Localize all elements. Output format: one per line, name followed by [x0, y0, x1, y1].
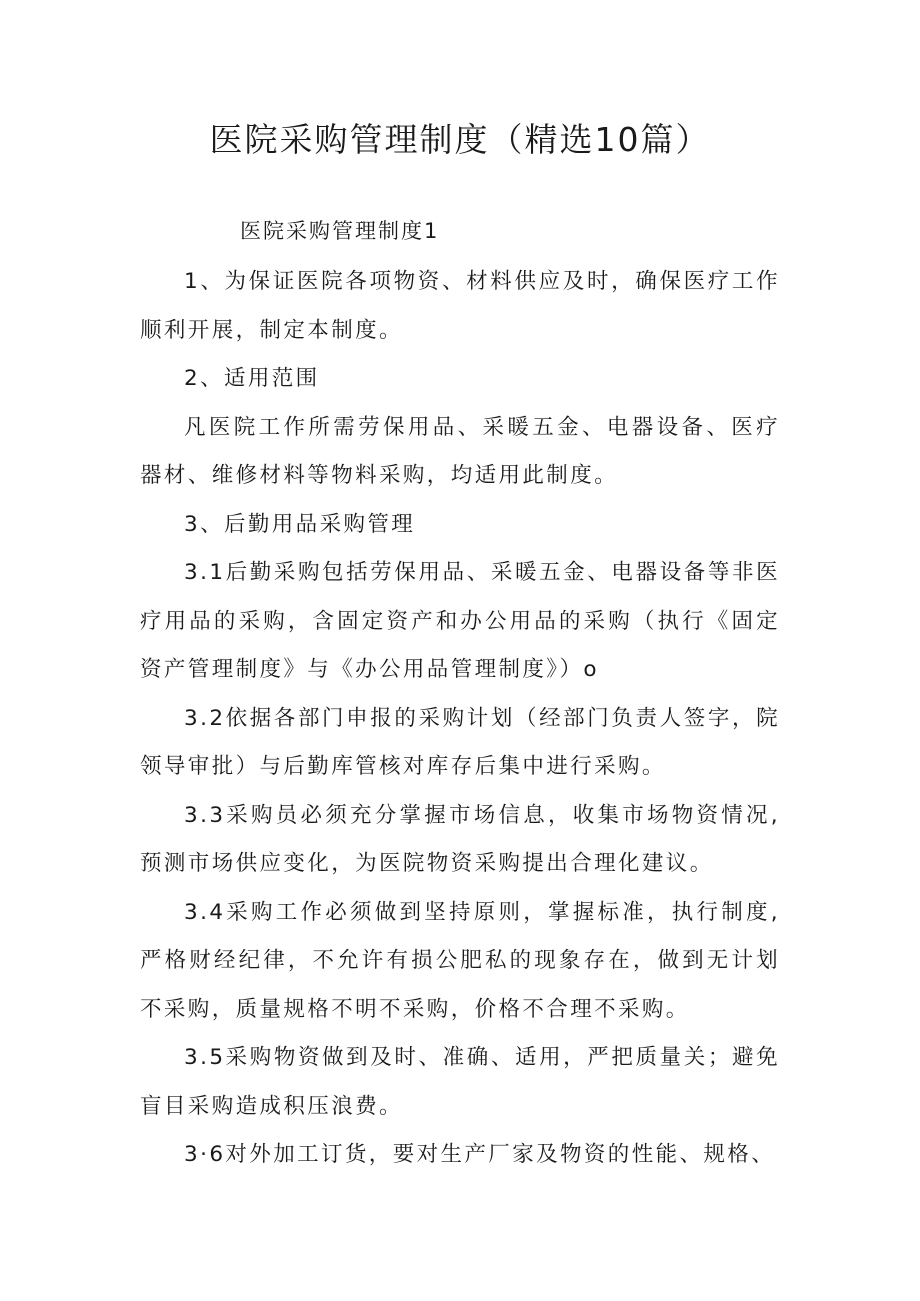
paragraph: 3.3采购员必须充分掌握市场信息，收集市场物资情况,预测市场供应变化，为医院物资采购提出合理化建议。 — [140, 802, 780, 876]
paragraph: 3·6对外加工订货，要对生产厂家及物资的性能、规格、 — [184, 1142, 776, 1167]
section-heading: 医院采购管理制度1 — [240, 219, 440, 243]
paragraph: 2、适用范围 — [184, 366, 320, 391]
document-title: 医院采购管理制度（精选10篇） — [209, 120, 711, 159]
paragraph: 1、为保证医院各项物资、材料供应及时，确保医疗工作顺利开展，制定本制度。 — [140, 269, 780, 343]
paragraph: 3.2依据各部门申报的采购计划（经部门负责人签字，院领导审批）与后勤库管核对库存后集中进行采购。 — [140, 705, 780, 779]
paragraph: 凡医院工作所需劳保用品、采暖五金、电器设备、医疗器材、维修材料等物料采购，均适用此制度。 — [140, 414, 780, 488]
paragraph: 3.1后勤采购包括劳保用品、采暖五金、电器设备等非医疗用品的采购，含固定资产和办公用品的采购（执行《固定资产管理制度》与《办公用品管理制度》）o — [140, 560, 780, 682]
document-body — [140, 258, 780, 1180]
paragraph: 3、后勤用品采购管理 — [184, 511, 416, 537]
paragraph: 3.5采购物资做到及时、准确、适用，严把质量关；避免盲目采购造成积压浪费。 — [140, 1045, 780, 1119]
paragraph: 3.4采购工作必须做到坚持原则，掌握标准，执行制度,严格财经纪律，不允许有损公肥私的现象存在，做到无计划不采购，质量规格不明不采购，价格不合理不采购。 — [140, 899, 780, 1022]
